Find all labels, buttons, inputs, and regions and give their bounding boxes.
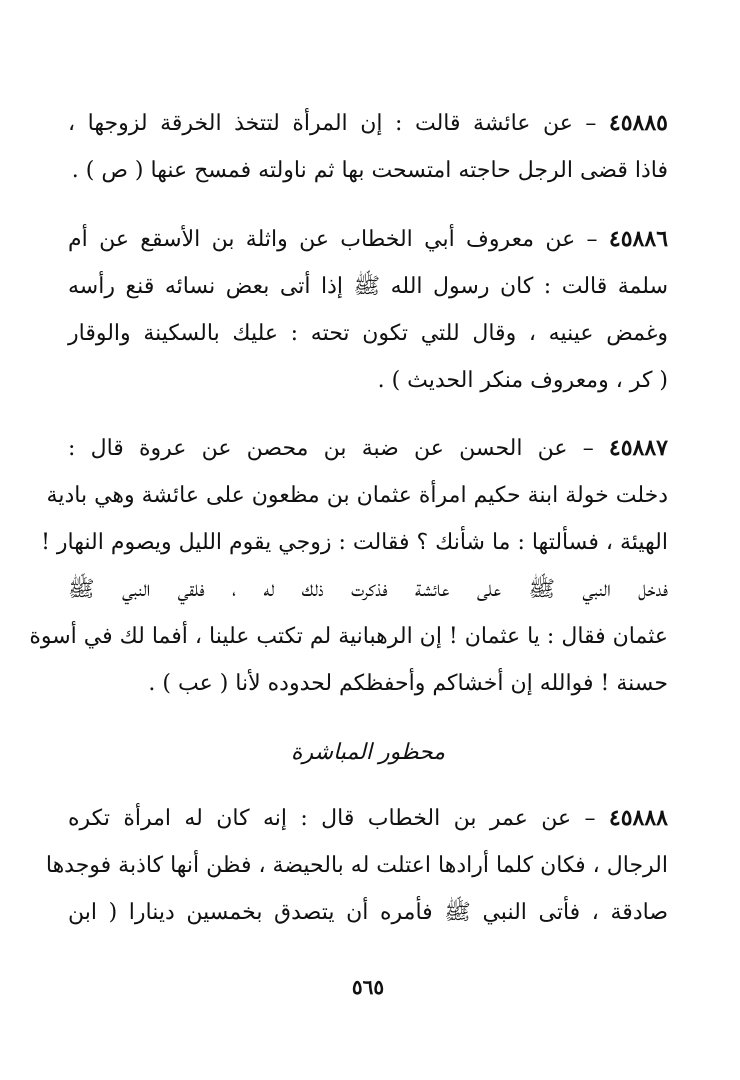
entry-number: ٤٥٨٨٨ [608, 805, 668, 831]
entry-line [68, 100, 668, 147]
entry-text: – عن عائشة قالت : إن المرأة لتتخذ الخرقة لزوجها ، [68, 111, 597, 136]
entry-line: فاذا قضى الرجل حاجته امتسحت بها ثم ناولته فمسح عنها ( ص ) . [71, 158, 668, 183]
entry-line: الهيئة ، فسألتها : ما شأنك ؟ فقالت : زوجي يقوم الليل ويصوم النهار ! [41, 530, 668, 555]
entry-text: – عن الحسن عن ضبة بن محصن عن عروة قال : [68, 436, 594, 461]
entry-line: الرجال ، فكان كلما أرادها اعتلت له بالحيضة ، فظن أنها كاذبة فوجدها [45, 853, 668, 878]
entry-number: ٤٥٨٨٥ [608, 110, 668, 136]
entry-line: وغمض عينيه ، وقال للتي تكون تحته : عليك بالسكينة والوقار [68, 321, 668, 346]
entry-line: عثمان فقال : يا عثمان ! إن الرهبانية لم تكتب علينا ، أفما لك في أسوة [29, 624, 668, 649]
entry-line: سلمة قالت : كان رسول الله ﷺ إذا أتى بعض نسائه قنع رأسه [68, 274, 668, 299]
section-heading: محظور المباشرة [291, 740, 445, 765]
page-number: ٥٦٥ [351, 975, 385, 999]
entry-line [68, 425, 668, 472]
entry-line: حسنة ! فوالله إن أخشاكم وأحفظكم لحدوده لأنا ( عب ) . [148, 671, 668, 696]
document-page [29, 100, 669, 1040]
entry-line: دخلت خولة ابنة حكيم امرأة عثمان بن مظعون على عائشة وهي بادية [46, 483, 668, 508]
entry-number: ٤٥٨٨٦ [608, 226, 669, 252]
entry-line: ( كر ، ومعروف منكر الحديث ) . [377, 368, 668, 393]
hadith-entry-45887 [29, 425, 668, 707]
hadith-entry-45886 [68, 216, 668, 404]
entry-line: صادقة ، فأتى النبي ﷺ فأمره أن يتصدق بخمسين دينارا ( ابن [68, 900, 668, 925]
hadith-entry-45885 [68, 100, 668, 194]
entry-line [68, 216, 668, 263]
hadith-entry-45888 [45, 795, 668, 936]
entry-text: – عن معروف أبي الخطاب عن واثلة بن الأسقع عن أم [68, 227, 598, 252]
entry-number: ٤٥٨٨٧ [608, 435, 668, 461]
entry-text: – عن عمر بن الخطاب قال : إنه كان له امرأة تكره [68, 806, 596, 831]
entry-line: فدخل النبي ﷺ على عائشة فذكرت ذلك له ، فلقي النبي ﷺ [68, 577, 668, 602]
entry-line [68, 795, 668, 842]
